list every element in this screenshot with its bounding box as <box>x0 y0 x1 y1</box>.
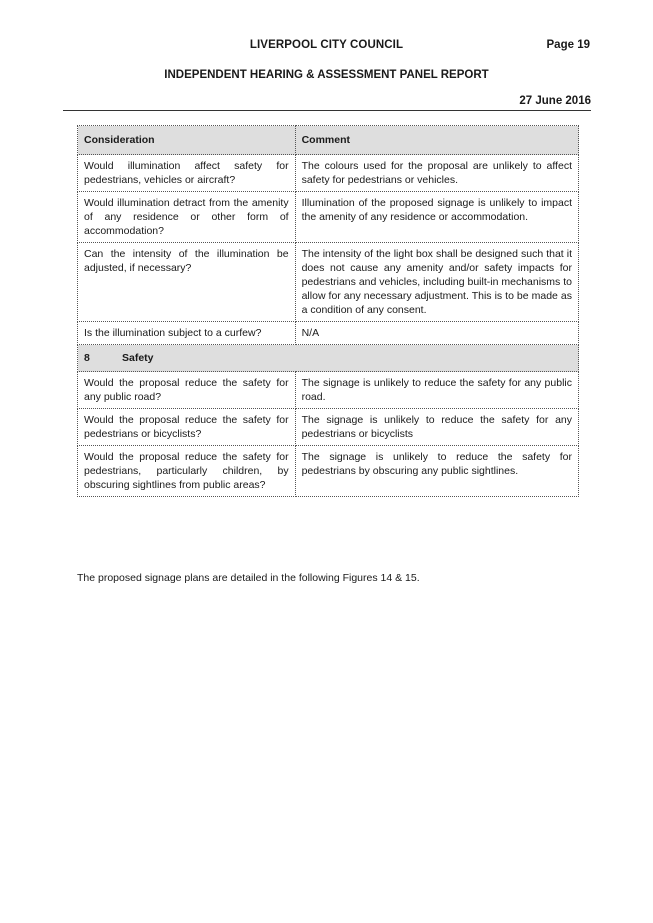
column-header-comment: Comment <box>295 126 578 155</box>
consideration-cell: Is the illumination subject to a curfew? <box>78 322 296 345</box>
table-row <box>78 155 579 192</box>
comment-cell: The intensity of the light box shall be designed such that it does not cause any amenity and/or safety impacts for pedestrians and vehicles, including built-in mechanisms to allow for any necessary adjustment. This is to be made as a condition of any consent. <box>295 243 578 322</box>
table-row <box>78 446 579 497</box>
consideration-cell: Would the proposal reduce the safety for any public road? <box>78 372 296 409</box>
comment-cell: The colours used for the proposal are unlikely to affect safety for pedestrians or vehicles. <box>295 155 578 192</box>
comment-cell: N/A <box>295 322 578 345</box>
body-paragraph: The proposed signage plans are detailed in the following Figures 14 & 15. <box>77 572 420 584</box>
consideration-table <box>77 125 579 497</box>
table-row <box>78 243 579 322</box>
consideration-cell: Can the intensity of the illumination be adjusted, if necessary? <box>78 243 296 322</box>
consideration-cell: Would illumination detract from the amenity of any residence or other form of accommodation? <box>78 192 296 243</box>
table-row <box>78 322 579 345</box>
consideration-cell: Would illumination affect safety for pedestrians, vehicles or aircraft? <box>78 155 296 192</box>
consideration-cell: Would the proposal reduce the safety for pedestrians, particularly children, by obscuring sightlines from public areas? <box>78 446 296 497</box>
table-row <box>78 192 579 243</box>
comment-cell: The signage is unlikely to reduce the safety for any public road. <box>295 372 578 409</box>
column-header-consideration: Consideration <box>78 126 296 155</box>
page-number: Page 19 <box>546 39 590 51</box>
header-divider <box>63 110 591 111</box>
report-date: 27 June 2016 <box>519 95 591 107</box>
section-title: Safety <box>122 352 154 364</box>
table-row <box>78 409 579 446</box>
comment-cell: Illumination of the proposed signage is unlikely to impact the amenity of any residence or accommodation. <box>295 192 578 243</box>
table-row <box>78 372 579 409</box>
section-heading <box>78 345 579 372</box>
consideration-cell: Would the proposal reduce the safety for pedestrians or bicyclists? <box>78 409 296 446</box>
table-header-row <box>78 126 579 155</box>
section-number: 8 <box>84 352 90 364</box>
council-name: LIVERPOOL CITY COUNCIL <box>249 39 404 51</box>
comment-cell: The signage is unlikely to reduce the safety for pedestrians by obscuring any public sightlines. <box>295 446 578 497</box>
report-title: INDEPENDENT HEARING & ASSESSMENT PANEL REPORT <box>164 69 489 81</box>
section-header-row <box>78 345 579 372</box>
comment-cell: The signage is unlikely to reduce the safety for any pedestrians or bicyclists <box>295 409 578 446</box>
